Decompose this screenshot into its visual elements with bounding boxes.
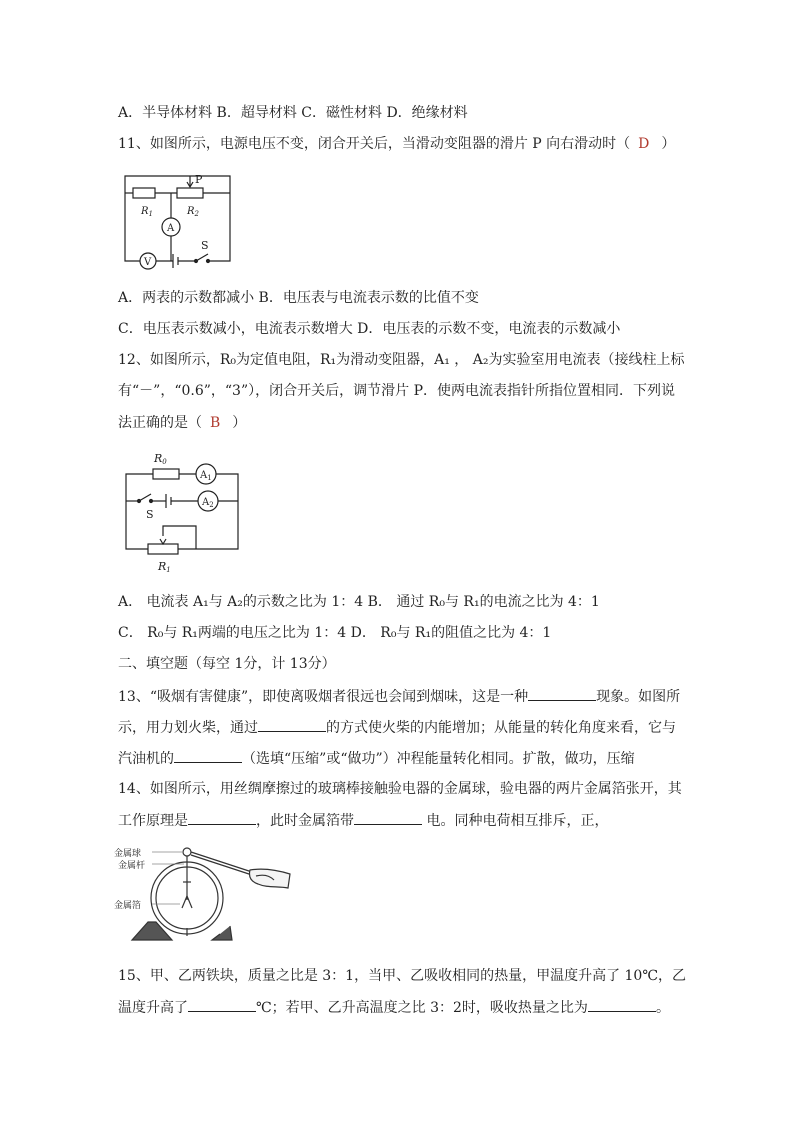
q12-circuit-diagram [118,444,248,579]
q15-line2-c: 。 [655,1000,670,1016]
q11-answer: D [638,136,650,152]
q14-line1: 14、如图所示，用丝绸摩擦过的玻璃棒接触验电器的金属球，验电器的两片金属箔张开，其 [118,781,682,797]
q12-options-ab: A． 电流表 A₁与 A₂的示数之比为 1：4 B． 通过 R₀与 R₁的电流之比为 4：1 [118,594,600,610]
q12-line3 [118,413,246,433]
q11-ammeter-label: A [167,223,175,234]
q15-blank1[interactable] [188,997,256,1012]
q13-line3 [118,748,635,769]
q14-label-foil: 金属箔 [114,901,142,911]
q12-label-r0: R0 [154,452,167,466]
q11-stem-text: 11、如图所示，电源电压不变，闭合开关后，当滑动变阻器的滑片 P 向右滑动时（ [118,136,631,152]
q11-stem [118,134,675,154]
q15-blank2[interactable] [588,997,656,1012]
q11-voltmeter-label: V [144,257,152,268]
q15-line2-a: 温度升高了 [118,1000,188,1016]
q13-line3-a: 汽油机的 [118,751,174,767]
q13-blank2[interactable] [258,717,326,732]
q13-line1-b: 现象。如图所 [596,689,681,705]
q13-line3-b: （选填“压缩”或“做功”）冲程能量转化相同。扩散，做功，压缩 [242,751,635,767]
q11-label-r1: $R_1$ [141,206,153,218]
q11-switch-label: S [201,239,209,252]
q12-line1: 12、如图所示，R₀为定值电阻，R₁为滑动变阻器，A₁ ， A₂为实验室用电流表（接线柱上标 [118,352,685,368]
q12-line3-text: 法正确的是（ [118,415,202,431]
q15-line1: 15、甲、乙两铁块，质量之比是 3：1，当甲、乙吸收相同的热量，甲温度升高了 10℃，乙 [118,968,687,984]
q11-label-r2: $R_2$ [187,206,199,218]
q13-line2-b: 的方式使火柴的内能增加；从能量的转化角度来看，它与 [326,720,676,736]
q14-line2-b: ，此时金属箔带 [256,813,354,829]
q13-blank3[interactable] [174,748,242,763]
q12-close: ） [232,415,247,431]
q12-ammeter1-label: $A_1$ [200,470,212,482]
q12-options-cd: C． R₀与 R₁两端的电压之比为 1：4 D． R₀与 R₁的阻值之比为 4：1 [118,625,552,641]
q13-line2-a: 示，用力划火柴，通过 [118,720,258,736]
q14-electroscope-figure [112,840,297,945]
q14-label-rod: 金属杆 [118,861,146,871]
q11-close: ） [661,136,676,152]
q13-blank1[interactable] [528,686,596,701]
q14-blank1[interactable] [188,810,256,825]
q11-circuit-diagram [115,166,240,274]
q14-label-ball: 金属球 [114,849,142,859]
q13-line2 [118,717,676,738]
q11-options-cd: C．电压表示数减小，电流表示数增大 D．电压表的示数不变，电流表的示数减小 [118,321,621,337]
q15-line2 [118,997,670,1018]
q12-label-r1: R1 [158,560,171,574]
q12-answer: B [210,415,221,431]
q14-line2 [118,810,608,831]
q14-line2-a: 工作原理是 [118,813,188,829]
q10-options: A．半导体材料 B．超导材料 C．磁性材料 D．绝缘材料 [118,105,468,121]
q11-label-p: P [195,173,203,186]
q12-ammeter2-label: $A_2$ [202,497,214,509]
section-fill-in-title: 二、填空题（每空 1分，计 13分） [118,656,336,672]
q14-line2-c: 电。同种电荷相互排斥，正， [422,813,609,829]
q12-line2: 有“－”，“0.6”，“3”），闭合开关后，调节滑片 P．使两电流表指针所指位置相同．下列说 [118,383,675,399]
q13-line1 [118,686,680,707]
q14-blank2[interactable] [354,810,422,825]
q15-line2-b: ℃；若甲、乙升高温度之比 3：2时，吸收热量之比为 [256,1000,588,1016]
q12-switch-label: S [146,508,154,521]
q11-options-ab: A．两表的示数都减小 B．电压表与电流表示数的比值不变 [118,290,479,306]
q13-line1-a: 13、“吸烟有害健康”，即使离吸烟者很远也会闻到烟味，这是一种 [118,689,529,705]
